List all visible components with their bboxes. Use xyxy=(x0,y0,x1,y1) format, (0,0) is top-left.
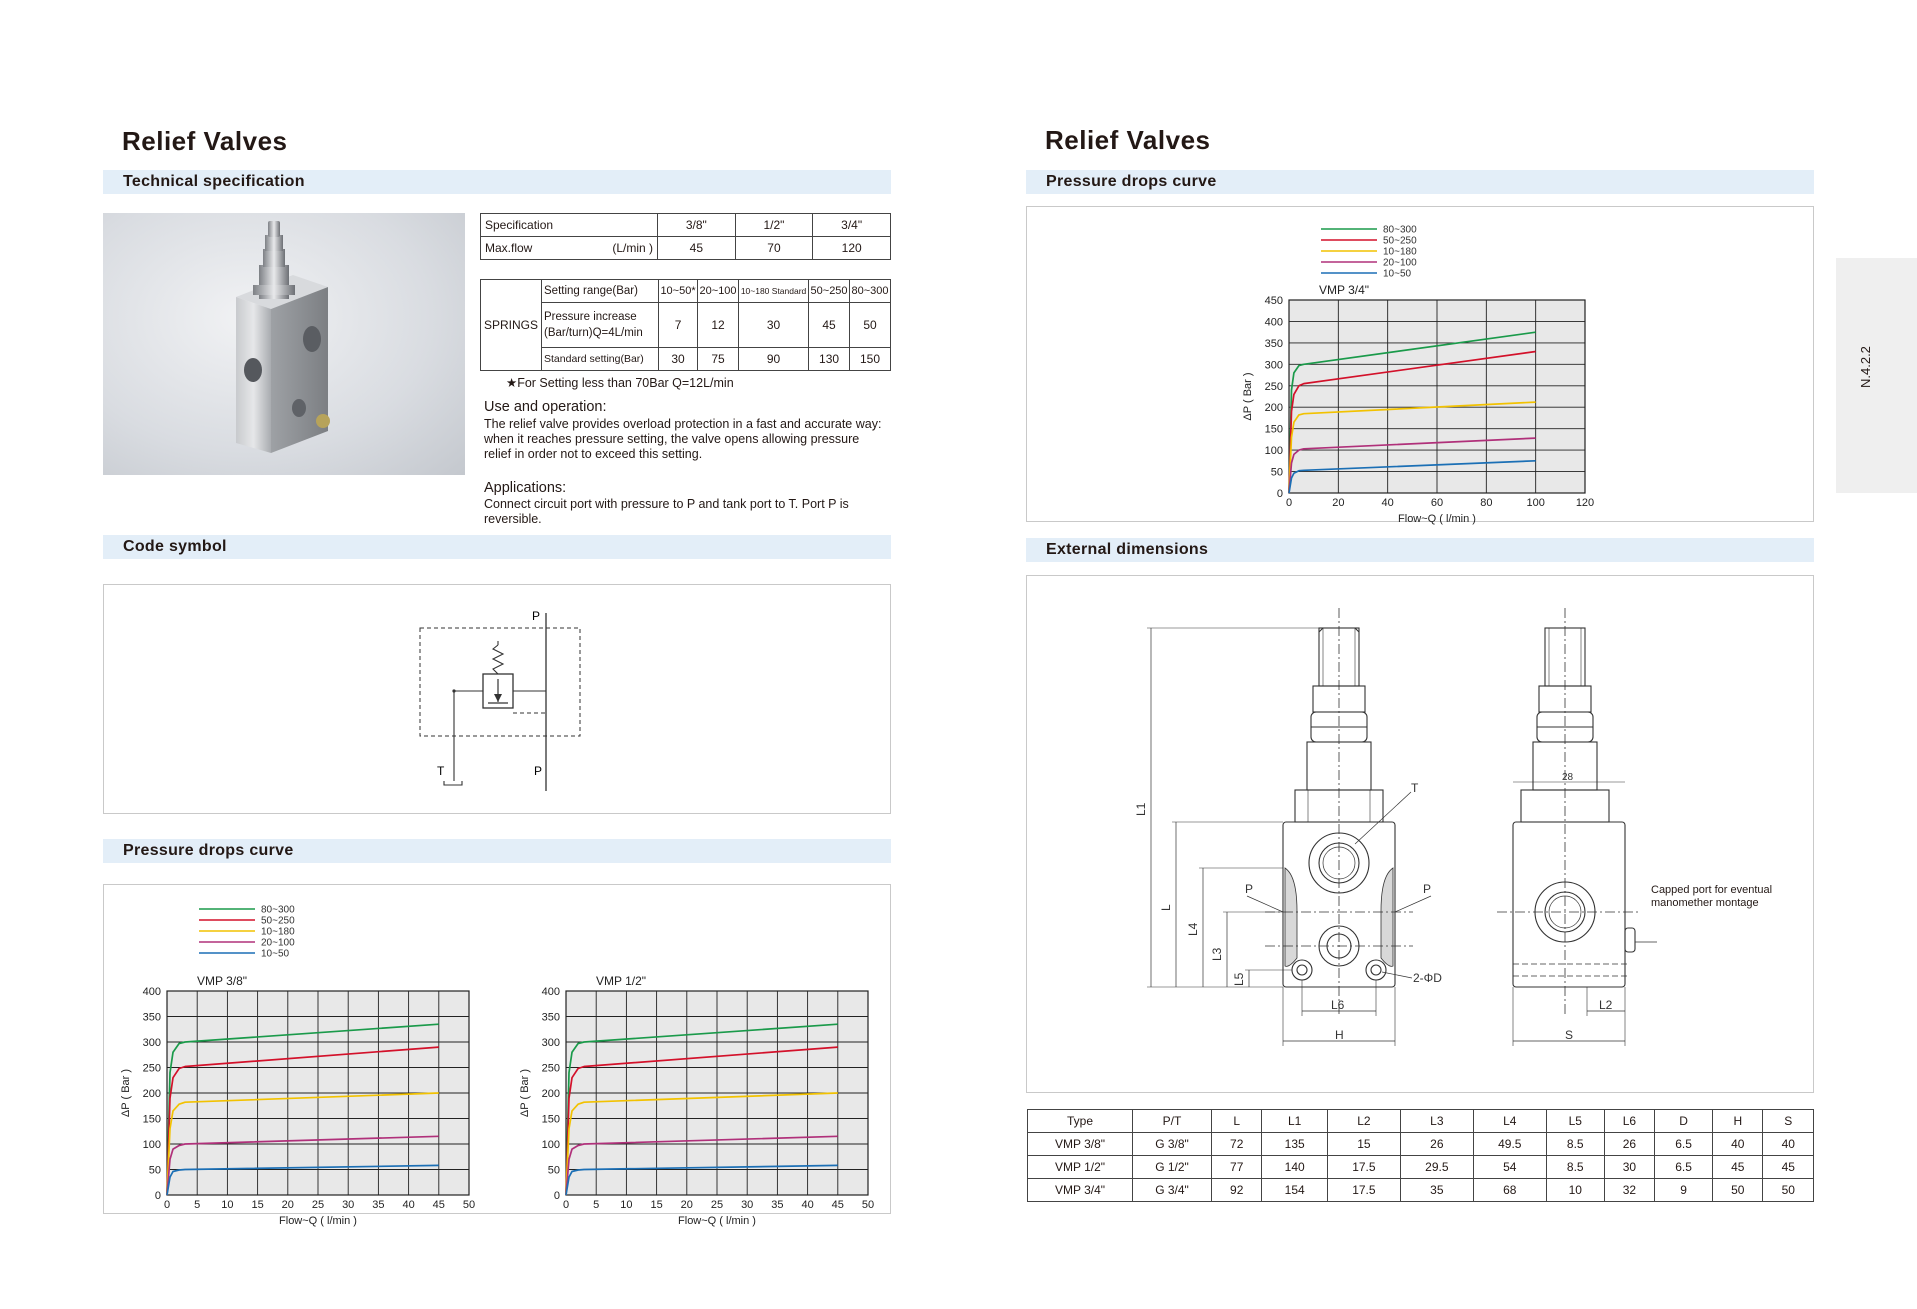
max-flow-label: Max.flow xyxy=(485,241,533,255)
dim-label-p-right: P xyxy=(1423,882,1432,896)
max-flow-unit: (L/min ) xyxy=(612,241,653,255)
y-tick-label: 250 xyxy=(541,1062,560,1075)
standard-cell: 30 xyxy=(659,348,698,371)
dim-value-cell: 54 xyxy=(1473,1156,1546,1179)
applications-text: Connect circuit port with pressure to P and tank port to T. Port P is reversible. xyxy=(484,497,849,526)
range-cell: 10~180 Standard xyxy=(739,280,809,303)
spec-table xyxy=(480,213,891,260)
legend-label: 10~180 xyxy=(261,926,295,938)
y-tick-label: 150 xyxy=(541,1113,560,1126)
dim-value-cell: G 1/2" xyxy=(1133,1156,1212,1179)
dim-label-l4: L4 xyxy=(1186,922,1200,936)
x-tick-label: 20 xyxy=(281,1199,294,1211)
capped-port-note: Capped port for eventual manomether montage xyxy=(1651,884,1773,909)
standard-setting-label: Standard setting(Bar) xyxy=(542,348,659,371)
pressure-increase-label-a: Pressure increase xyxy=(544,311,637,323)
legend-label: 20~100 xyxy=(1383,257,1417,269)
use-heading: Use and operation: xyxy=(484,399,607,415)
spring-note: ★For Setting less than 70Bar Q=12L/min xyxy=(506,376,734,390)
symbol-label-p-bottom: P xyxy=(534,764,543,778)
x-tick-label: 20 xyxy=(680,1199,693,1211)
dim-value-cell: 49.5 xyxy=(1473,1133,1546,1156)
dimensions-table xyxy=(1027,1109,1814,1202)
y-axis-label: ΔP ( Bar ) xyxy=(519,1068,531,1118)
dim-table-row xyxy=(1028,1133,1814,1156)
x-tick-label: 0 xyxy=(1285,497,1293,509)
x-tick-label: 40 xyxy=(801,1199,814,1211)
y-tick-label: 50 xyxy=(1270,466,1283,479)
hydraulic-symbol xyxy=(104,585,892,815)
y-tick-label: 450 xyxy=(1264,295,1283,307)
standard-cell: 150 xyxy=(850,348,891,371)
dim-label-p-left: P xyxy=(1245,882,1254,896)
x-tick-label: 100 xyxy=(1526,497,1545,509)
dim-label-l1: L1 xyxy=(1134,802,1148,816)
x-tick-label: 80 xyxy=(1480,497,1493,509)
side-tab-label: N.4.2.2 xyxy=(1858,346,1873,388)
relief-valve-image xyxy=(103,213,465,475)
section-external-dimensions: External dimensions xyxy=(1026,538,1814,562)
x-tick-label: 45 xyxy=(831,1199,844,1211)
dim-label-l2: L2 xyxy=(1599,998,1613,1012)
y-tick-label: 300 xyxy=(1264,359,1283,372)
y-tick-label: 350 xyxy=(1264,337,1283,350)
spec-header-cell: 1/2" xyxy=(735,214,813,237)
dim-value-cell: 17.5 xyxy=(1327,1156,1400,1179)
y-tick-label: 300 xyxy=(142,1037,161,1049)
x-tick-label: 40 xyxy=(402,1199,415,1211)
legend-label: 10~50 xyxy=(1383,268,1412,280)
y-tick-label: 50 xyxy=(148,1164,161,1177)
y-tick-label: 150 xyxy=(142,1113,161,1126)
dim-value-cell: 32 xyxy=(1604,1179,1654,1202)
dim-header-cell: Type xyxy=(1028,1110,1133,1133)
applications-heading: Applications: xyxy=(484,480,567,496)
dim-header-cell: L4 xyxy=(1473,1110,1546,1133)
dim-label-l3: L3 xyxy=(1210,947,1224,961)
y-tick-label: 200 xyxy=(1264,402,1283,415)
dim-value-cell: 26 xyxy=(1400,1133,1473,1156)
dim-header-cell: S xyxy=(1763,1110,1814,1133)
dim-value-cell: 72 xyxy=(1212,1133,1262,1156)
dim-label-l6: L6 xyxy=(1331,998,1345,1012)
dim-type-cell: VMP 1/2" xyxy=(1028,1156,1133,1179)
increase-cell: 30 xyxy=(739,303,809,348)
setting-range-label: Setting range(Bar) xyxy=(542,280,659,303)
dim-value-cell: 29.5 xyxy=(1400,1156,1473,1179)
dim-value-cell: 40 xyxy=(1713,1133,1763,1156)
dim-value-cell: 140 xyxy=(1262,1156,1327,1179)
legend-left xyxy=(199,905,295,960)
legend-label: 80~300 xyxy=(1383,224,1417,236)
y-tick-label: 100 xyxy=(1264,445,1283,458)
springs-label: SPRINGS xyxy=(481,280,542,371)
dim-header-cell: L2 xyxy=(1327,1110,1400,1133)
y-tick-label: 350 xyxy=(541,1011,560,1024)
dim-value-cell: 17.5 xyxy=(1327,1179,1400,1202)
use-text: The relief valve provides overload protection in a fast and accurate way: when it reaches pressure setting, the valve opens allowing pressure relief in order not to exceed this setting. xyxy=(484,417,882,461)
standard-cell: 130 xyxy=(809,348,850,371)
chart-title: VMP 3/8" xyxy=(197,974,248,988)
section-pressure-drops-left: Pressure drops curve xyxy=(103,839,891,863)
section-pressure-drops-right: Pressure drops curve xyxy=(1026,170,1814,194)
dim-value-cell: 6.5 xyxy=(1655,1133,1713,1156)
range-cell: 50~250 xyxy=(809,280,850,303)
y-axis-label: ΔP ( Bar ) xyxy=(120,1068,132,1118)
dim-value-cell: 154 xyxy=(1262,1179,1327,1202)
spec-value-cell: 120 xyxy=(813,237,891,260)
range-cell: 80~300 xyxy=(850,280,891,303)
spec-row-label xyxy=(481,237,658,260)
dimensions-drawing-panel xyxy=(1026,575,1814,1093)
pressure-increase-label xyxy=(542,303,659,348)
chart-vmp-1-2 xyxy=(519,974,874,1227)
y-tick-label: 100 xyxy=(541,1139,560,1151)
y-tick-label: 250 xyxy=(1264,380,1283,393)
dim-type-cell: VMP 3/4" xyxy=(1028,1179,1133,1202)
x-axis-label: Flow~Q ( l/min ) xyxy=(279,1215,357,1227)
x-tick-label: 40 xyxy=(1381,497,1394,509)
standard-cell: 75 xyxy=(698,348,739,371)
legend-label: 50~250 xyxy=(261,915,295,927)
dimensions-drawing xyxy=(1027,576,1815,1094)
dim-header-cell: D xyxy=(1655,1110,1713,1133)
x-tick-label: 120 xyxy=(1575,497,1595,509)
dim-header-cell: P/T xyxy=(1133,1110,1212,1133)
symbol-label-p-top: P xyxy=(532,609,541,623)
dim-value-cell: 6.5 xyxy=(1655,1156,1713,1179)
dim-value-cell: 15 xyxy=(1327,1133,1400,1156)
legend-label: 10~180 xyxy=(1383,246,1417,258)
pressure-chart-right xyxy=(1027,207,1815,523)
spec-value-cell: 45 xyxy=(658,237,736,260)
dim-label-t: T xyxy=(1411,781,1419,795)
increase-cell: 45 xyxy=(809,303,850,348)
dim-value-cell: 50 xyxy=(1713,1179,1763,1202)
increase-cell: 12 xyxy=(698,303,739,348)
spec-header-cell: 3/4" xyxy=(813,214,891,237)
increase-cell: 50 xyxy=(850,303,891,348)
legend-label: 20~100 xyxy=(261,937,295,949)
x-tick-label: 50 xyxy=(861,1199,875,1211)
y-axis-label: ΔP ( Bar ) xyxy=(1242,372,1254,421)
dim-type-cell: VMP 3/8" xyxy=(1028,1133,1133,1156)
dim-label-l: L xyxy=(1159,904,1173,911)
range-cell: 20~100 xyxy=(698,280,739,303)
chart-title: VMP 1/2" xyxy=(596,974,647,988)
symbol-label-t: T xyxy=(437,764,445,778)
dim-value-cell: 135 xyxy=(1262,1133,1327,1156)
x-tick-label: 15 xyxy=(650,1199,663,1211)
x-tick-label: 0 xyxy=(562,1199,570,1211)
pressure-chart-panel-left xyxy=(103,884,891,1227)
y-tick-label: 200 xyxy=(541,1088,560,1100)
y-tick-label: 200 xyxy=(142,1088,161,1100)
dim-value-cell: 9 xyxy=(1655,1179,1713,1202)
dim-label-28: 28 xyxy=(1562,772,1574,783)
x-tick-label: 10 xyxy=(221,1199,234,1211)
x-tick-label: 20 xyxy=(1332,497,1345,509)
chart-vmp-3-4 xyxy=(1242,283,1594,525)
dim-value-cell: 30 xyxy=(1604,1156,1654,1179)
x-tick-label: 30 xyxy=(741,1199,754,1211)
x-tick-label: 15 xyxy=(251,1199,264,1211)
y-tick-label: 150 xyxy=(1264,423,1283,436)
dim-value-cell: G 3/4" xyxy=(1133,1179,1212,1202)
dim-header-cell: L5 xyxy=(1546,1110,1604,1133)
dim-table-row xyxy=(1028,1179,1814,1202)
dim-label-s: S xyxy=(1565,1028,1574,1042)
dim-header-cell: H xyxy=(1713,1110,1763,1133)
x-tick-label: 10 xyxy=(620,1199,633,1211)
chart-vmp-3-8 xyxy=(120,974,475,1227)
dim-value-cell: 92 xyxy=(1212,1179,1262,1202)
legend-label: 50~250 xyxy=(1383,235,1417,247)
section-technical-specification: Technical specification xyxy=(103,170,891,194)
y-tick-label: 100 xyxy=(142,1139,161,1151)
dim-table-row xyxy=(1028,1156,1814,1179)
dim-value-cell: 8.5 xyxy=(1546,1133,1604,1156)
chart-title: VMP 3/4" xyxy=(1319,283,1370,297)
dim-label-l5: L5 xyxy=(1232,972,1246,986)
x-tick-label: 5 xyxy=(593,1199,600,1211)
dim-header-cell: L3 xyxy=(1400,1110,1473,1133)
springs-table xyxy=(480,279,891,371)
dim-value-cell: 35 xyxy=(1400,1179,1473,1202)
x-tick-label: 5 xyxy=(194,1199,201,1211)
section-code-symbol: Code symbol xyxy=(103,535,891,559)
pressure-chart-panel-right xyxy=(1026,206,1814,525)
x-tick-label: 0 xyxy=(163,1199,171,1211)
side-tab xyxy=(1836,258,1917,493)
dim-header-cell: L6 xyxy=(1604,1110,1654,1133)
pressure-charts-left xyxy=(104,885,892,1227)
dim-value-cell: 77 xyxy=(1212,1156,1262,1179)
x-tick-label: 60 xyxy=(1430,497,1444,509)
y-tick-label: 0 xyxy=(154,1190,161,1202)
dim-value-cell: 26 xyxy=(1604,1133,1654,1156)
x-tick-label: 35 xyxy=(372,1199,385,1211)
page-title-left: Relief Valves xyxy=(122,126,288,156)
code-symbol-panel xyxy=(103,584,891,814)
dimensions-table-body xyxy=(1028,1110,1814,1202)
y-tick-label: 50 xyxy=(547,1164,560,1177)
spec-header-cell: 3/8" xyxy=(658,214,736,237)
y-tick-label: 300 xyxy=(541,1037,560,1049)
x-axis-label: Flow~Q ( l/min ) xyxy=(678,1215,756,1227)
dim-value-cell: 45 xyxy=(1713,1156,1763,1179)
dim-value-cell: 8.5 xyxy=(1546,1156,1604,1179)
y-tick-label: 400 xyxy=(142,986,161,998)
x-tick-label: 50 xyxy=(462,1199,476,1211)
legend-label: 10~50 xyxy=(261,948,290,960)
dim-header-cell: L xyxy=(1212,1110,1262,1133)
dim-value-cell: 68 xyxy=(1473,1179,1546,1202)
increase-cell: 7 xyxy=(659,303,698,348)
page-title-right: Relief Valves xyxy=(1045,125,1211,155)
range-cell: 10~50* xyxy=(659,280,698,303)
product-photo xyxy=(103,213,465,475)
dim-value-cell: 50 xyxy=(1763,1179,1814,1202)
x-tick-label: 25 xyxy=(710,1199,724,1211)
spec-value-cell: 70 xyxy=(735,237,813,260)
x-tick-label: 45 xyxy=(432,1199,445,1211)
y-tick-label: 350 xyxy=(142,1011,161,1024)
dim-value-cell: 45 xyxy=(1763,1156,1814,1179)
dim-value-cell: G 3/8" xyxy=(1133,1133,1212,1156)
x-tick-label: 30 xyxy=(342,1199,355,1211)
pressure-increase-label-b: (Bar/turn)Q=4L/min xyxy=(544,327,643,339)
y-tick-label: 0 xyxy=(553,1190,560,1202)
x-tick-label: 25 xyxy=(311,1199,325,1211)
y-tick-label: 400 xyxy=(1264,316,1283,329)
legend-label: 80~300 xyxy=(261,904,295,916)
standard-cell: 90 xyxy=(739,348,809,371)
dim-header-cell: L1 xyxy=(1262,1110,1327,1133)
dim-value-cell: 10 xyxy=(1546,1179,1604,1202)
x-axis-label: Flow~Q ( l/min ) xyxy=(1398,513,1476,525)
y-tick-label: 400 xyxy=(541,986,560,998)
dim-label-d: 2-ΦD xyxy=(1413,971,1442,985)
y-tick-label: 0 xyxy=(1276,488,1283,500)
spec-header-label: Specification xyxy=(481,214,658,237)
dim-label-h: H xyxy=(1335,1028,1344,1042)
legend-right xyxy=(1321,225,1417,280)
y-tick-label: 250 xyxy=(142,1062,161,1075)
x-tick-label: 35 xyxy=(771,1199,784,1211)
dim-value-cell: 40 xyxy=(1763,1133,1814,1156)
